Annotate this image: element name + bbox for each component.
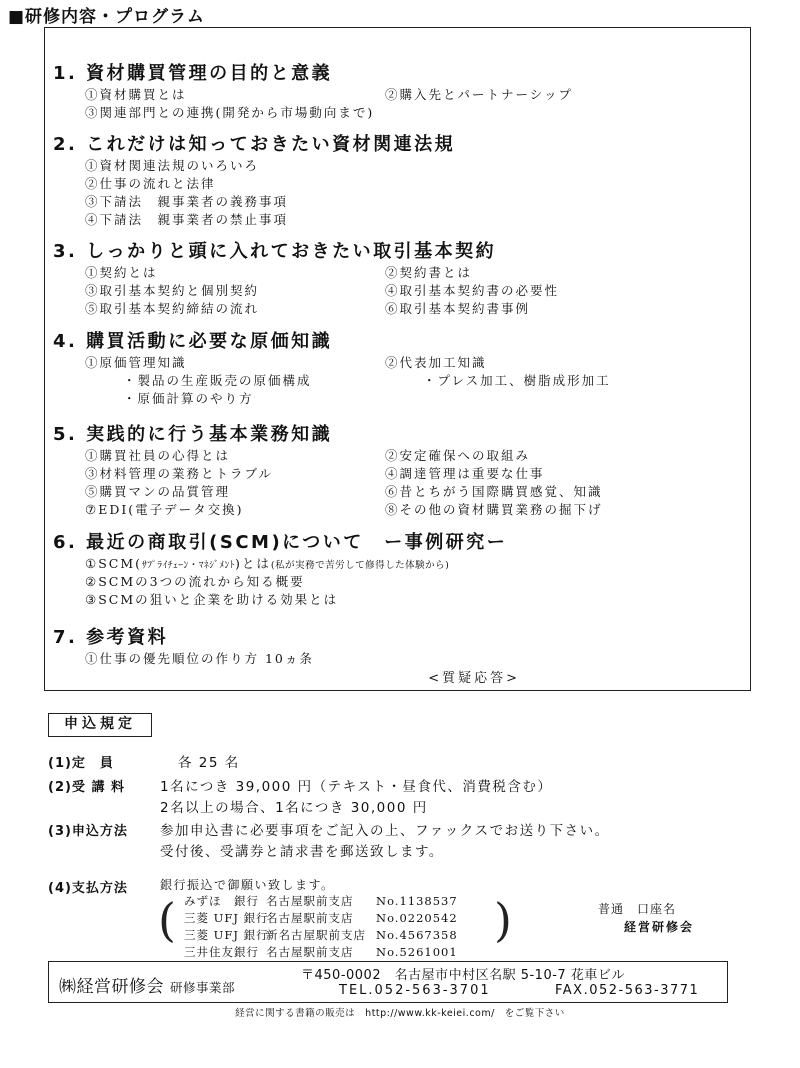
item: ⑥取引基本契約書事例 bbox=[385, 301, 531, 316]
program-section-2 bbox=[53, 133, 743, 229]
account-number: No.0220542 bbox=[376, 911, 458, 925]
item: ②安定確保への取組み bbox=[385, 448, 531, 463]
right-paren: ) bbox=[494, 893, 512, 947]
item-row bbox=[53, 447, 743, 465]
bank-row bbox=[184, 944, 458, 961]
item: ⑥昔とちがう国際購買感覚、知識 bbox=[385, 484, 603, 499]
item-row bbox=[53, 372, 743, 390]
item: ②代表加工知識 bbox=[385, 355, 487, 370]
section-title: 2. これだけは知っておきたい資材関連法規 bbox=[53, 134, 456, 155]
item: ①仕事の優先順位の作り方 10ヵ条 bbox=[85, 651, 314, 666]
section-title: 7. 参考資料 bbox=[53, 627, 169, 648]
method-label: (3)申込方法 bbox=[48, 824, 128, 839]
item-row bbox=[53, 650, 743, 668]
bank-row bbox=[184, 893, 458, 910]
item-row bbox=[53, 300, 743, 318]
item-row bbox=[53, 501, 743, 519]
bank-row bbox=[184, 910, 458, 927]
program-section-5 bbox=[53, 423, 743, 519]
fee-line-2: 2名以上の場合、1名につき 30,000 円 bbox=[160, 800, 428, 816]
item: ①購買社員の心得とは bbox=[85, 448, 231, 463]
item: ①原価管理知識 bbox=[85, 355, 187, 370]
program-section-3 bbox=[53, 240, 743, 318]
org-dept: 研修事業部 bbox=[170, 980, 236, 995]
item-row bbox=[53, 175, 743, 193]
section-title: 1. 資材購買管理の目的と意義 bbox=[53, 63, 333, 84]
bank-branch: 名古屋駅前支店 bbox=[266, 945, 354, 959]
item: ④下請法 親事業者の禁止事項 bbox=[85, 212, 289, 227]
sub-item: ・製品の生産販売の原価構成 bbox=[123, 373, 312, 388]
capacity-text: 各 25 名 bbox=[178, 755, 240, 771]
item: ⑦EDI(電子データ交換) bbox=[85, 502, 244, 517]
account-name: 経営研修会 bbox=[624, 920, 695, 934]
program-box bbox=[44, 27, 751, 691]
item: ①契約とは bbox=[85, 265, 158, 280]
sub-item: ・プレス加工、樹脂成形加工 bbox=[423, 373, 611, 388]
item: ④取引基本契約書の必要性 bbox=[385, 283, 560, 298]
item-row bbox=[53, 591, 743, 609]
item: ③SCMの狙いと企業を助ける効果とは bbox=[85, 592, 339, 607]
bank-name: 三井住友銀行 bbox=[184, 945, 259, 959]
bottom-note: 経営に関する書籍の販売は http://www.kk-keiei.com/ をご覧下さい bbox=[235, 1008, 565, 1019]
bank-branch: 名古屋駅前支店 bbox=[266, 894, 354, 908]
item: ③材料管理の業務とトラブル bbox=[85, 466, 274, 481]
bank-row bbox=[184, 927, 458, 944]
address: 〒450-0002 名古屋市中村区名駅 5-10-7 花車ビル bbox=[301, 968, 625, 983]
section-title: 5. 実践的に行う基本業務知識 bbox=[53, 424, 333, 445]
item: ③関連部門との連携(開発から市場動向まで) bbox=[85, 105, 375, 120]
fee-line-1: 1名につき 39,000 円（テキスト・昼食代、消費税含む） bbox=[160, 779, 553, 795]
item-row bbox=[53, 354, 743, 372]
payment-label: (4)支払方法 bbox=[48, 881, 128, 896]
tel: TEL.052-563-3701 bbox=[339, 983, 491, 998]
account-number: No.1138537 bbox=[376, 894, 458, 908]
item bbox=[85, 555, 449, 575]
item-row bbox=[53, 193, 743, 211]
item: ④調達管理は重要な仕事 bbox=[385, 466, 545, 481]
capacity-label: (1)定 員 bbox=[48, 756, 114, 771]
program-section-7 bbox=[53, 626, 743, 668]
item-row bbox=[53, 264, 743, 282]
contact-box bbox=[48, 961, 728, 1003]
item: ③下請法 親事業者の義務事項 bbox=[85, 194, 289, 209]
item: ②仕事の流れと法律 bbox=[85, 176, 216, 191]
item-row bbox=[53, 211, 743, 229]
item-row bbox=[53, 86, 743, 104]
method-line-2: 受付後、受講券と請求書を郵送致します。 bbox=[160, 844, 444, 860]
org-name-text: ㈱経営研修会 bbox=[59, 977, 164, 997]
bank-name: みずほ 銀行 bbox=[184, 894, 259, 908]
bank-branch: 名古屋駅前支店 bbox=[266, 911, 354, 925]
org-name bbox=[59, 972, 235, 997]
section-title: 6. 最近の商取引(SCM)について ー事例研究ー bbox=[53, 532, 508, 553]
program-section-1 bbox=[53, 62, 743, 122]
section-title: 3. しっかりと頭に入れておきたい取引基本契約 bbox=[53, 241, 497, 262]
item: ①資材購買とは bbox=[85, 87, 187, 102]
account-number: No.4567358 bbox=[376, 928, 458, 942]
item-text-small: ｻﾌﾟﾗｲﾁｪｰﾝ・ﾏﾈｼﾞﾒﾝﾄ bbox=[142, 560, 236, 571]
bank-name: 三菱 UFJ 銀行 bbox=[184, 928, 269, 942]
item: ②SCMの3つの流れから知る概要 bbox=[85, 574, 305, 589]
item: ⑤購買マンの品質管理 bbox=[85, 484, 231, 499]
item-text: ①SCM( bbox=[85, 556, 143, 571]
item-text: )とは bbox=[235, 556, 271, 571]
payment-intro: 銀行振込で御願い致します。 bbox=[160, 878, 335, 892]
program-section-6 bbox=[53, 531, 743, 609]
program-section-4 bbox=[53, 330, 743, 408]
item: ⑤取引基本契約締結の流れ bbox=[85, 301, 260, 316]
item: ②契約書とは bbox=[385, 265, 473, 280]
fax: FAX.052-563-3771 bbox=[555, 983, 700, 998]
section-title: 4. 購買活動に必要な原価知識 bbox=[53, 331, 333, 352]
item-row bbox=[53, 104, 743, 122]
bank-branch: 新名古屋駅前支店 bbox=[266, 928, 366, 942]
bank-name: 三菱 UFJ 銀行 bbox=[184, 911, 269, 925]
item-row bbox=[53, 282, 743, 300]
account-number: No.5261001 bbox=[376, 945, 458, 959]
item-row bbox=[53, 465, 743, 483]
item: ⑧その他の資材購買業務の掘下げ bbox=[385, 502, 603, 517]
qa-label: <質疑応答> bbox=[428, 671, 520, 686]
left-paren: ( bbox=[158, 893, 176, 947]
item-row bbox=[53, 573, 743, 591]
sub-item: ・原価計算のやり方 bbox=[123, 391, 254, 406]
item-row bbox=[53, 157, 743, 175]
rules-title: 申込規定 bbox=[48, 713, 152, 737]
page-title: ■研修内容・プログラム bbox=[8, 7, 205, 27]
item: ②購入先とパートナーシップ bbox=[385, 87, 574, 102]
account-type: 普通 口座名 bbox=[598, 902, 677, 916]
item-row bbox=[53, 483, 743, 501]
item-row bbox=[53, 555, 743, 573]
fee-label: (2)受 講 料 bbox=[48, 780, 125, 795]
method-line-1: 参加申込書に必要事項をご記入の上、ファックスでお送り下さい。 bbox=[160, 823, 610, 839]
item-row bbox=[53, 390, 743, 408]
item: ①資材関連法規のいろいろ bbox=[85, 158, 260, 173]
item: ③取引基本契約と個別契約 bbox=[85, 283, 260, 298]
item-note: (私が実務で苦労して修得した体験から) bbox=[270, 560, 450, 571]
